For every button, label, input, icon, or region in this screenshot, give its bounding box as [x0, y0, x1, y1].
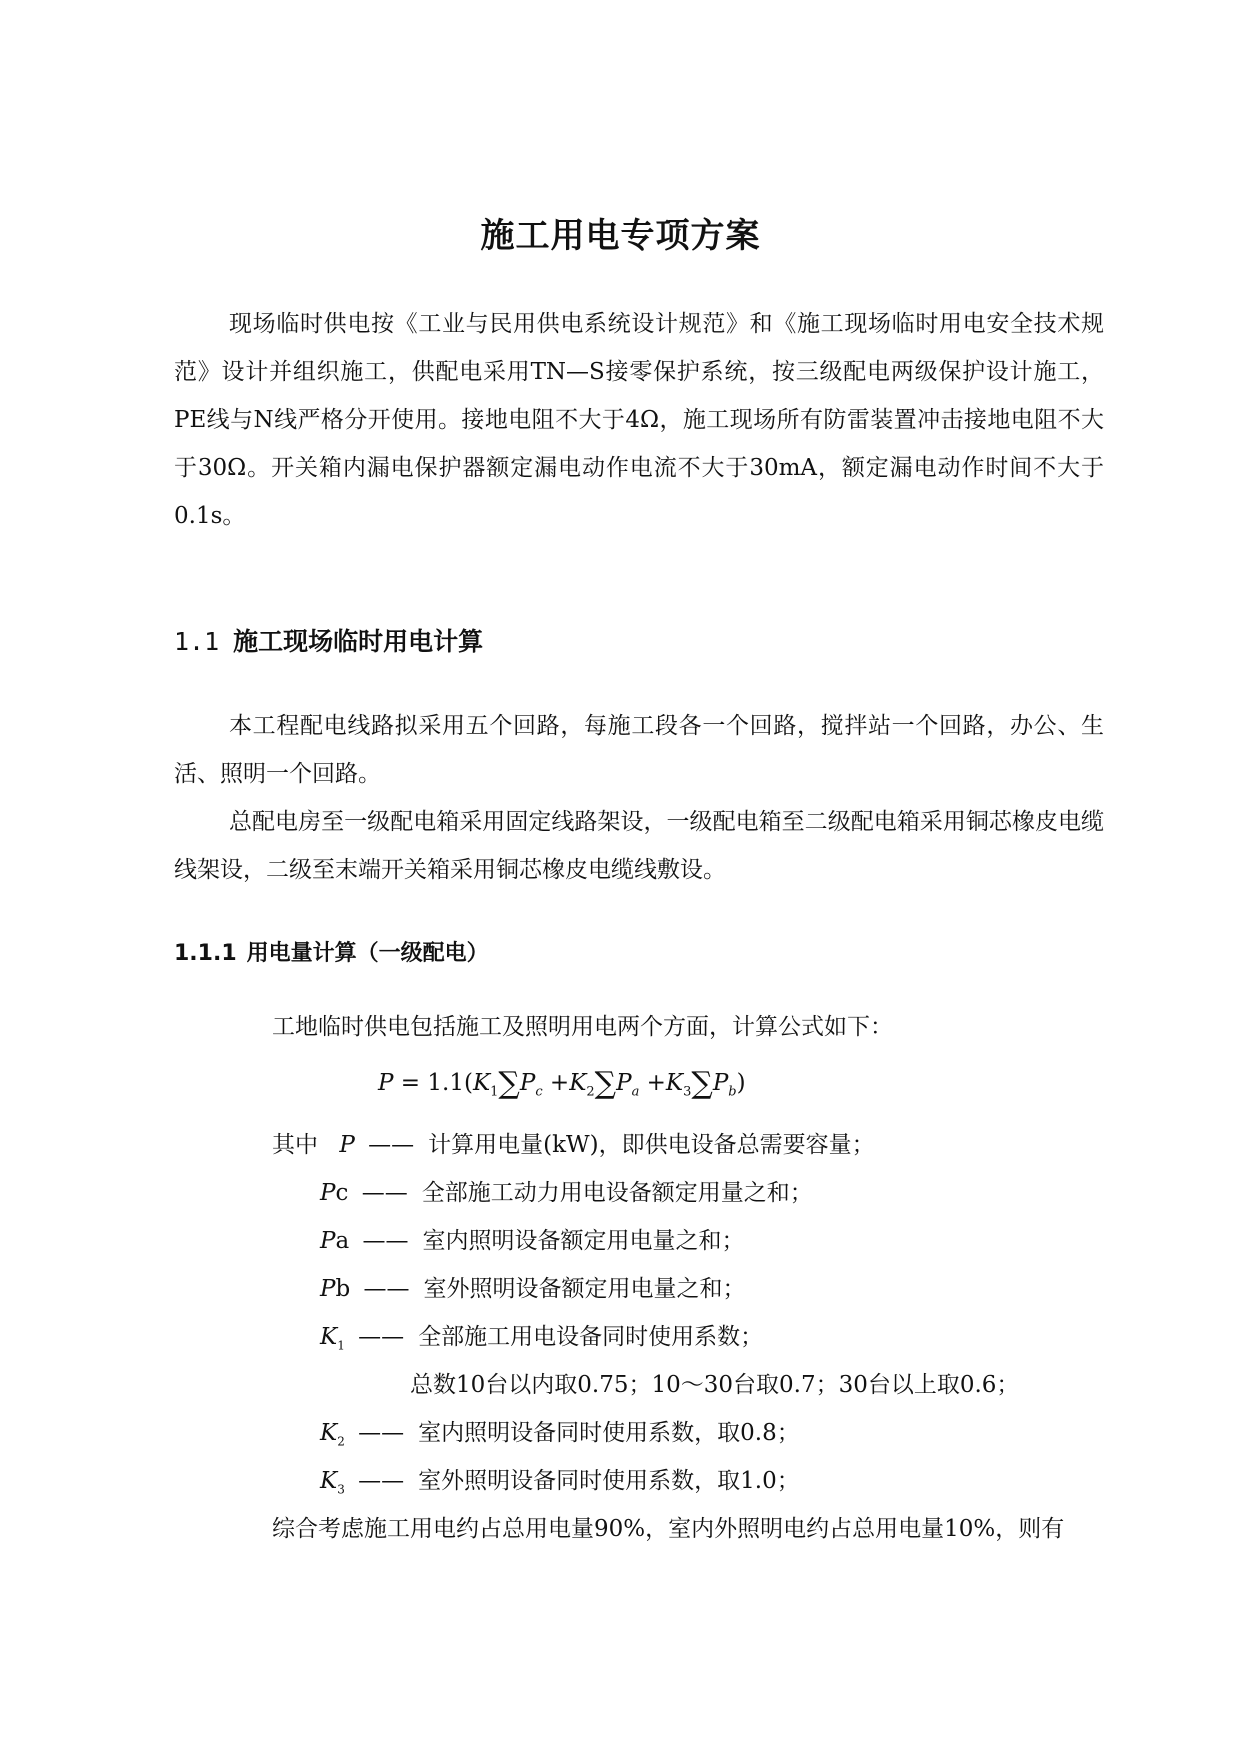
- def-dash: ——: [361, 1180, 408, 1206]
- power-formula: [378, 1066, 746, 1101]
- formula-lhs: P: [378, 1070, 394, 1096]
- sum-symbol-1: ∑: [498, 1066, 520, 1101]
- section-title: 施工现场临时用电计算: [233, 627, 484, 656]
- formula-k3-sub: 3: [683, 1084, 692, 1100]
- intro-paragraph: 现场临时供电按《工业与民用供电系统设计规范》和《施工现场临时用电安全技术规范》设计并组织施工，供配电采用TN—S接零保护系统，按三级配电两级保护设计施工，PE线与N线严格分开使用。接地电阻不大于4Ω，施工现场所有防雷装置冲击接地电阻不大于30Ω。开关箱内漏电保护器额定漏电动作电流不大于30mA，额定漏电动作时间不大于0.1s。: [174, 311, 1104, 529]
- def-dash: ——: [368, 1132, 415, 1158]
- subsection-number: 1.1.1: [174, 941, 237, 966]
- section-paragraph-2: 总配电房至一级配电箱采用固定线路架设，一级配电箱至二级配电箱采用铜芯橡皮电缆线架设，二级至末端开关箱采用铜芯橡皮电缆线敷设。: [174, 809, 1104, 883]
- formula-p3: P: [712, 1070, 729, 1096]
- definition-row: [320, 1174, 813, 1207]
- subsection-heading: [174, 936, 489, 967]
- section-heading: [174, 622, 483, 658]
- sum-symbol-2: ∑: [594, 1066, 617, 1101]
- definition-row: [320, 1270, 746, 1303]
- formula-k1-sub: 1: [490, 1084, 499, 1100]
- section-paragraph-1: 本工程配电线路拟采用五个回路，每施工段各一个回路，搅拌站一个回路，办公、生活、照明一个回路。: [174, 713, 1104, 787]
- def-dash: ——: [362, 1228, 409, 1254]
- k1-note: 总数10台以内取0.75；10～30台取0.7；30台以上取0.6；: [410, 1372, 1020, 1398]
- formula-intro: 工地临时供电包括施工及照明用电两个方面，计算公式如下：: [272, 1014, 893, 1040]
- def-symbol: K: [320, 1420, 338, 1446]
- formula-p2-sub: a: [631, 1084, 640, 1100]
- formula-k3: K: [665, 1070, 684, 1096]
- def-symbol: P: [339, 1132, 355, 1158]
- def-symbol-sub: 1: [337, 1338, 345, 1353]
- def-text: 室内照明设备额定用电量之和；: [422, 1228, 745, 1254]
- def-text: 室外照明设备额定用电量之和；: [423, 1276, 746, 1302]
- formula-p1-sub: c: [535, 1084, 543, 1100]
- conclusion-line: 综合考虑施工用电约占总用电量90%，室内外照明电约占总用电量10%，则有: [272, 1516, 1065, 1542]
- formula-k2-sub: 2: [586, 1084, 595, 1100]
- formula-k2: K: [569, 1070, 587, 1096]
- def-symbol: P: [320, 1180, 336, 1206]
- def-symbol-suffix: b: [335, 1276, 351, 1302]
- formula-eq: = 1.1(: [400, 1070, 473, 1096]
- definition-row: [272, 1126, 875, 1159]
- def-text: 室内照明设备同时使用系数，取0.8；: [418, 1420, 800, 1446]
- def-dash: ——: [358, 1324, 405, 1350]
- def-dash: ——: [358, 1468, 405, 1494]
- document-title: 施工用电专项方案: [480, 216, 761, 256]
- def-text: 全部施工动力用电设备额定用量之和；: [421, 1180, 813, 1206]
- formula-p2: P: [616, 1070, 632, 1096]
- definition-row: [320, 1318, 763, 1353]
- def-symbol: K: [320, 1324, 338, 1350]
- def-dash: ——: [358, 1420, 405, 1446]
- def-text: 计算用电量(kW)，即供电设备总需要容量；: [428, 1132, 875, 1158]
- formula-p1: P: [519, 1070, 536, 1096]
- formula-k1: K: [472, 1070, 491, 1096]
- where-label: 其中: [272, 1132, 318, 1158]
- formula-plus-2: +: [646, 1070, 666, 1096]
- def-symbol: K: [320, 1468, 338, 1494]
- formula-p3-sub: b: [728, 1084, 737, 1100]
- subsection-title: 用电量计算（一级配电）: [246, 941, 489, 966]
- definition-row: [320, 1462, 800, 1497]
- def-symbol-sub: 3: [337, 1482, 345, 1497]
- def-symbol: P: [320, 1228, 336, 1254]
- section-number: 1.1: [174, 627, 220, 656]
- def-symbol-suffix: c: [335, 1180, 349, 1206]
- def-text: 全部施工用电设备同时使用系数；: [418, 1324, 764, 1350]
- def-symbol-sub: 2: [337, 1434, 345, 1449]
- sum-symbol-3: ∑: [691, 1066, 713, 1101]
- def-dash: ——: [363, 1276, 410, 1302]
- definition-row: [320, 1222, 745, 1255]
- def-symbol-suffix: a: [335, 1228, 350, 1254]
- formula-close: ): [736, 1070, 746, 1096]
- def-text: 室外照明设备同时使用系数，取1.0；: [418, 1468, 800, 1494]
- formula-plus-1: +: [549, 1070, 570, 1096]
- def-symbol: P: [320, 1276, 336, 1302]
- definition-row: [320, 1414, 800, 1449]
